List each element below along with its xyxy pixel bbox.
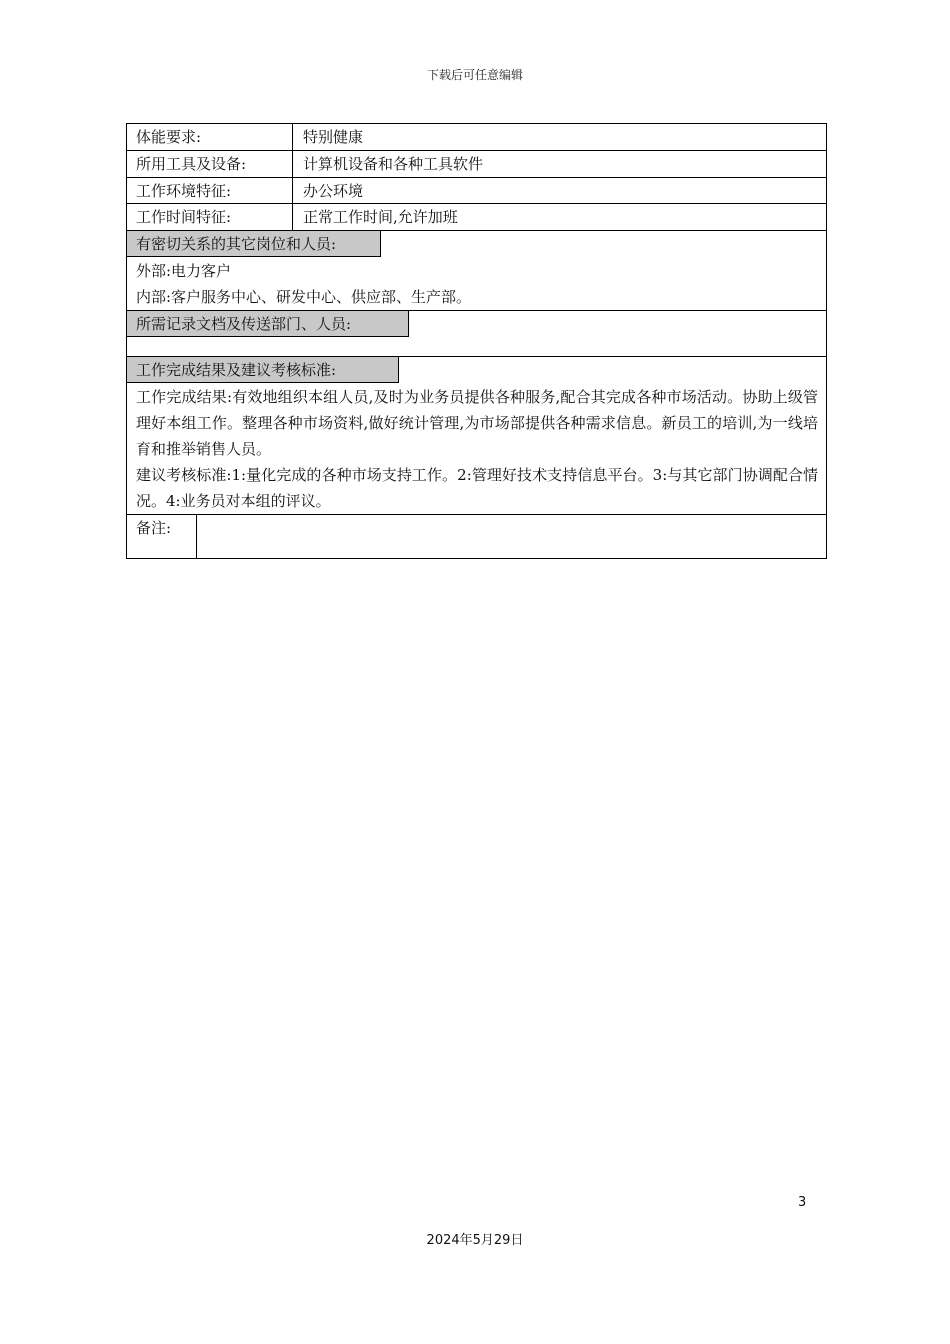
page-number: 3 xyxy=(798,1195,807,1210)
results-criteria: 建议考核标准:1:量化完成的各种市场支持工作。2:管理好技术支持信息平台。3:与其它部门协调配合情况。4:业务员对本组的评议。 xyxy=(136,466,818,510)
footer-date: 2024年5月29日 xyxy=(426,1233,524,1248)
table-row xyxy=(127,151,826,178)
header-note: 下载后可任意编辑 xyxy=(426,68,523,82)
job-spec-table xyxy=(126,123,827,559)
remarks-value xyxy=(197,515,826,558)
related-heading: 有密切关系的其它岗位和人员: xyxy=(127,231,381,257)
documents-section xyxy=(127,311,826,357)
results-completion: 工作完成结果:有效地组织本组人员,及时为业务员提供各种服务,配合其完成各种市场活动。协助上级管理好本组工作。整理各种市场资料,做好统计管理,为市场部提供各种需求信息。新员工的培训,为一线培育和推举销售人员。 xyxy=(136,388,818,458)
documents-heading: 所需记录文档及传送部门、人员: xyxy=(127,311,409,337)
table-row xyxy=(127,178,826,204)
related-section xyxy=(127,231,826,311)
row-value: 正常工作时间,允许加班 xyxy=(303,208,458,226)
remarks-row xyxy=(127,515,826,558)
table-row xyxy=(127,204,826,231)
table-row xyxy=(127,124,826,151)
row-value: 办公环境 xyxy=(303,182,364,200)
row-value: 特别健康 xyxy=(303,128,364,146)
results-heading: 工作完成结果及建议考核标准: xyxy=(127,357,399,383)
row-value: 计算机设备和各种工具软件 xyxy=(303,155,484,173)
results-section xyxy=(127,357,826,515)
row-label: 所用工具及设备: xyxy=(127,151,293,177)
row-label: 工作时间特征: xyxy=(127,204,293,230)
row-label: 体能要求: xyxy=(127,124,293,150)
row-label: 工作环境特征: xyxy=(127,178,293,203)
remarks-label: 备注: xyxy=(127,515,197,558)
related-internal: 内部:客户服务中心、研发中心、供应部、生产部。 xyxy=(136,288,472,306)
related-external: 外部:电力客户 xyxy=(136,262,232,280)
